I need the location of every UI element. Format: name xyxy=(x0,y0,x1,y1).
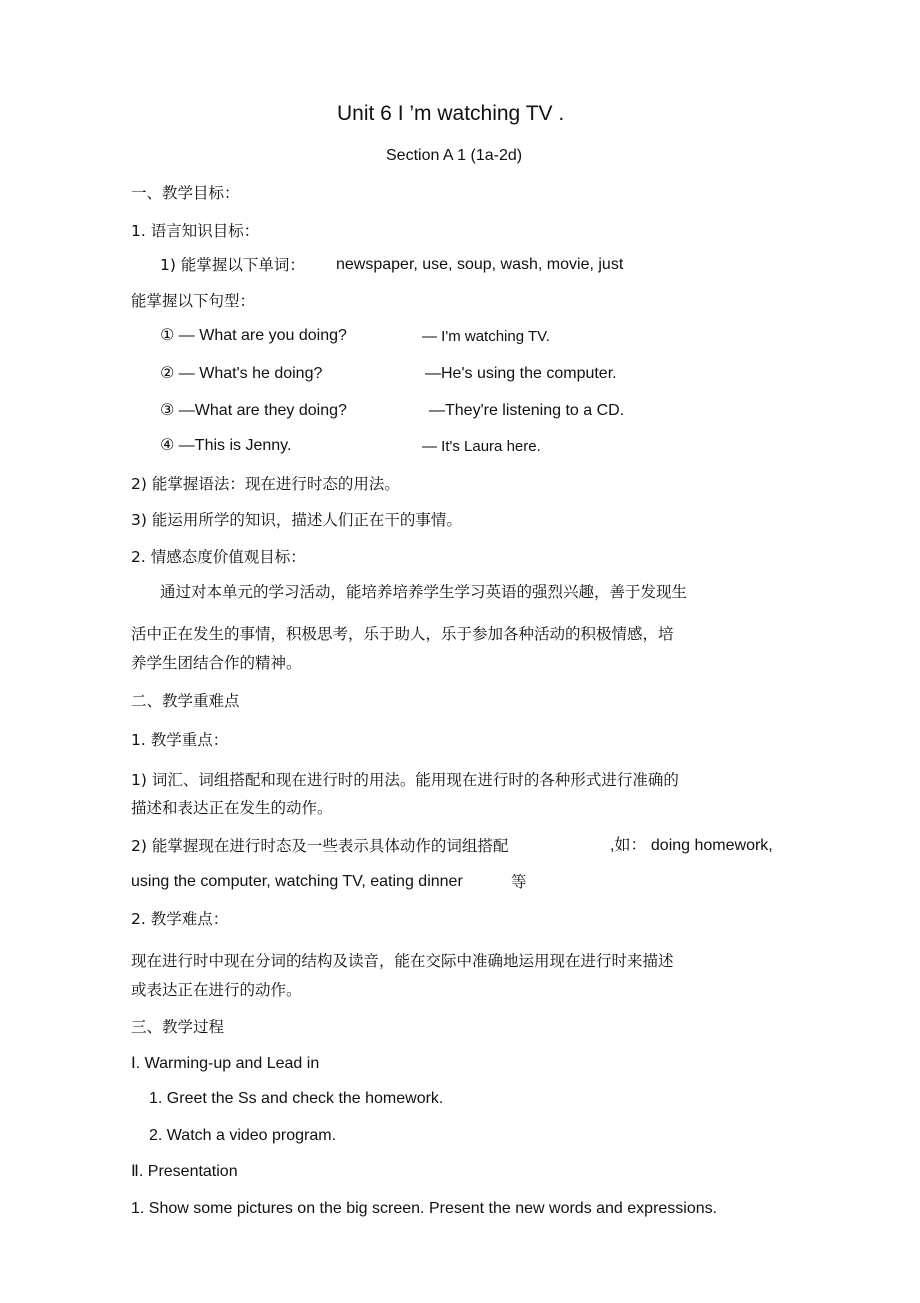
vocabulary-list: newspaper, use, soup, wash, movie, just xyxy=(336,256,624,273)
subheading-language-goals: 1. 语言知识目标： xyxy=(131,222,260,240)
pattern-answer-2: —He's using the computer. xyxy=(425,365,617,382)
key-point-2-etc: 等 xyxy=(511,873,527,891)
pattern-question-3: ③ —What are they doing? xyxy=(160,402,347,419)
pattern-question-4: ④ —This is Jenny. xyxy=(160,437,292,454)
application-goal: 3) 能运用所学的知识，描述人们正在干的事情。 xyxy=(131,511,462,529)
pattern-answer-4: — It's Laura here. xyxy=(422,438,541,455)
subheading-difficult-points: 2. 教学难点： xyxy=(131,910,229,928)
emotional-goals-line-1: 通过对本单元的学习活动，能培养培养学生学习英语的强烈兴趣，善于发现生 xyxy=(160,583,688,601)
process-warming-up-heading: Ⅰ. Warming-up and Lead in xyxy=(131,1055,320,1072)
pattern-question-1: ① — What are you doing? xyxy=(160,327,347,344)
heading-teaching-goals: 一、教学目标： xyxy=(131,184,240,202)
heading-teaching-process: 三、教学过程 xyxy=(131,1018,225,1036)
sentence-patterns-label: 能掌握以下句型： xyxy=(131,292,256,310)
process-presentation-step-1: 1. Show some pictures on the big screen. Present the new words and expressions. xyxy=(131,1200,718,1217)
vocabulary-label: 1) 能掌握以下单词： xyxy=(160,256,305,274)
key-point-1-line-1: 1) 词汇、词组搭配和现在进行时的用法。能用现在进行时的各种形式进行准确的 xyxy=(131,771,679,789)
emotional-goals-line-2: 活中正在发生的事情，积极思考，乐于助人，乐于参加各种活动的积极情感，培 xyxy=(131,625,674,643)
process-presentation-heading: Ⅱ. Presentation xyxy=(131,1163,238,1180)
difficult-point-line-2: 或表达正在进行的动作。 xyxy=(131,981,302,999)
grammar-goal: 2) 能掌握语法：现在进行时态的用法。 xyxy=(131,475,400,493)
document-title: Unit 6 I ’m watching TV . xyxy=(337,102,565,125)
heading-key-difficulties: 二、教学重难点 xyxy=(131,692,240,710)
subheading-key-points: 1. 教学重点： xyxy=(131,731,229,749)
pattern-answer-3: —They're listening to a CD. xyxy=(429,402,625,419)
key-point-2-examples: ,如： doing homework, xyxy=(610,837,773,854)
difficult-point-line-1: 现在进行时中现在分词的结构及读音，能在交际中准确地运用现在进行时来描述 xyxy=(131,952,674,970)
section-subtitle: Section A 1 (1a-2d) xyxy=(386,147,523,164)
key-point-1-line-2: 描述和表达正在发生的动作。 xyxy=(131,799,333,817)
process-step-greet: 1. Greet the Ss and check the homework. xyxy=(149,1090,444,1107)
pattern-question-2: ② — What's he doing? xyxy=(160,365,323,382)
key-point-2-line-1: 2) 能掌握现在进行时态及一些表示具体动作的词组搭配 xyxy=(131,837,509,855)
subheading-emotional-goals: 2. 情感态度价值观目标： xyxy=(131,548,306,566)
process-step-video: 2. Watch a video program. xyxy=(149,1127,337,1144)
pattern-answer-1: — I'm watching TV. xyxy=(422,328,550,345)
key-point-2-line-2: using the computer, watching TV, eating dinner xyxy=(131,873,463,890)
emotional-goals-line-3: 养学生团结合作的精神。 xyxy=(131,654,302,672)
